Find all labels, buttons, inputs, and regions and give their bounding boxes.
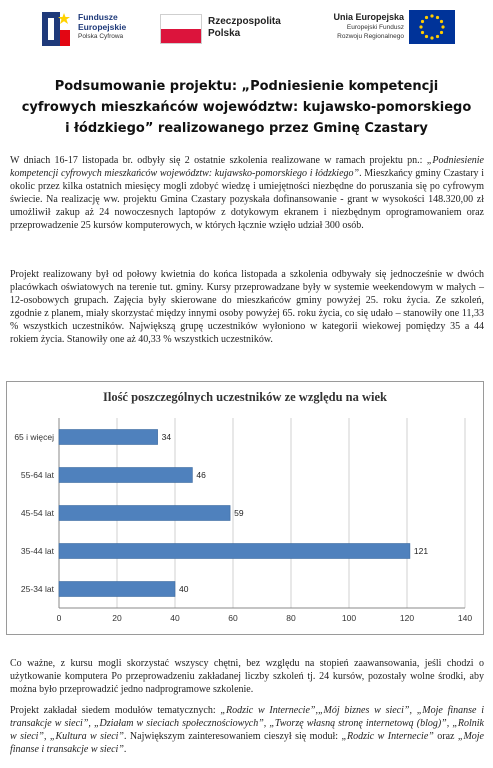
x-tick-label: 20 (112, 613, 122, 623)
bar-25-34-lat (59, 582, 175, 597)
paragraph-1-text-a: W dniach 16-17 listopada br. odbyły się 2 ostatnie szkolenia realizowane w ramach projektu pn.: (10, 155, 427, 166)
category-label: 55-64 lat (20, 470, 54, 480)
paragraph-1-text-c: . Mieszkańcy gminy Czastary i okolic przez kilka ostatnich miesięcy mogli zdobyć wiedzę i umiejętności niezbędne do poruszania się po cyfrowym świecie. Na realizację ww. projektu Gmina Czastary pozyskała dofinansowanie - grant w wysokości 148.320,00 zł umożliwił zakup aż 24 nowoczesnych laptopów z dotykowym ekranem i niezbędnym oprogramowaniem oraz przeprowadzenie 25 kursów komputerowych, w których łącznie wzięło udział 300 osób. (10, 168, 484, 231)
data-label: 34 (161, 432, 172, 442)
bar-35-44-lat (59, 544, 410, 559)
category-label: 25-34 lat (20, 584, 54, 594)
age-chart (6, 381, 484, 635)
x-tick-label: 60 (228, 613, 238, 623)
rp-logo-line1: Rzeczpospolita (208, 16, 281, 27)
eu-flag-icon (409, 10, 455, 44)
polish-flag-icon (160, 14, 202, 44)
x-tick-label: 100 (341, 613, 357, 623)
paragraph-1 (10, 154, 484, 232)
x-tick-label: 120 (399, 613, 415, 623)
rp-logo-line2: Polska (208, 28, 241, 39)
x-tick-label: 80 (286, 613, 296, 623)
ue-logo-line2: Europejski Fundusz (346, 24, 404, 31)
module-finanse-italic: „Moje finanse i transakcje w sieci” (10, 731, 484, 755)
data-label: 46 (196, 470, 206, 480)
paragraph-4 (10, 704, 484, 756)
paragraph-4-text-g: . (123, 744, 127, 755)
x-tick-label: 140 (457, 613, 473, 623)
ue-logo-line1: Unia Europejska (333, 12, 404, 22)
data-label: 121 (413, 546, 429, 556)
chart-plot (7, 382, 485, 636)
fe-logo-line3: Polska Cyfrowa (78, 33, 124, 40)
bar-55-64-lat (59, 468, 192, 483)
paragraph-4-text-c: . Największym zainteresowaniem cieszył się moduł: (124, 731, 342, 742)
category-label: 45-54 lat (20, 508, 54, 518)
chart-title: Ilość poszczególnych uczestników ze względu na wiek (102, 390, 387, 404)
header-logos (0, 0, 493, 60)
data-label: 59 (234, 508, 244, 518)
paragraph-4-text-a: Projekt zakładał siedem modułów tematycznych: (10, 705, 221, 716)
data-label: 40 (179, 584, 189, 594)
module-rodzic-italic: „Rodzic w Internecie” (341, 731, 434, 742)
fe-logo-line2: Europejskie (78, 22, 127, 32)
category-label: 35-44 lat (20, 546, 54, 556)
ue-logo-line3: Rozwoju Regionalnego (337, 33, 404, 40)
rzeczpospolita-polska-logo (160, 12, 280, 48)
fe-star-mark-icon (40, 10, 74, 48)
paragraph-4-text-e: oraz (433, 731, 458, 742)
paragraph-3: Co ważne, z kursu mogli skorzystać wszyscy chętni, bez względu na stopień zaawansowania, jeśli chodzi o użytkowanie komputera Po przeprowadzeniu zakładanej liczby szkoleń tj. 24 kursów, pozostały wolne środki, aby można było przeprowadzić jedno nadprogramowe szkolenie. (10, 658, 484, 695)
x-tick-label: 0 (56, 613, 62, 623)
modules-list-italic: „Rodzic w Internecie”,„Mój biznes w sieci”, „Moje finanse i transakcje w sieci”, „Działam w sieciach społecznościowych”, „Tworzę własną stronę internetową (blog)”, „Rolnik w sieci”, „Kultura w sieci” (10, 705, 485, 742)
category-label: 65 i więcej (14, 432, 54, 442)
project-name-italic: „Podniesienie kompetencji cyfrowych mieszkańców województw: kujawsko-pomorskiego i łódzkiego” (10, 155, 484, 179)
fe-logo-line1: Fundusze (78, 12, 118, 22)
unia-europejska-logo (318, 10, 468, 50)
x-tick-label: 40 (170, 613, 180, 623)
fundusze-europejskie-logo (40, 10, 150, 50)
bar-65-i-więcej (59, 430, 158, 445)
paragraph-2: Projekt realizowany był od połowy kwietnia do końca listopada a szkolenia odbywały się jednocześnie w dwóch placówkach oświatowych na terenie tut. gminy. Kursy przeprowadzane były w systemie weekendowym w małych – 12-osobowych grupach. Zajęcia były skierowane do mieszkańców gminy powyżej 25. roku życia. Ze szkoleń, zgodnie z planem, miały skorzystać między innymi osoby powyżej 65. roku życia, co się udało – stanowiły one 11,33 % wszystkich uczestników. Największą grupę uczestników wyłoniono w kategorii wiekowej pomiędzy 35 a 44 rokiem życia. Stanowiły one aż 40,33 % wszystkich uczestników. (10, 269, 484, 345)
bar-45-54-lat (59, 506, 230, 521)
page-title: Podsumowanie projektu: „Podniesienie kompetencji cyfrowych mieszkańców województw: kujawsko-pomorskiego i łódzkiego” realizowanego przez Gminę Czastary (21, 79, 472, 136)
